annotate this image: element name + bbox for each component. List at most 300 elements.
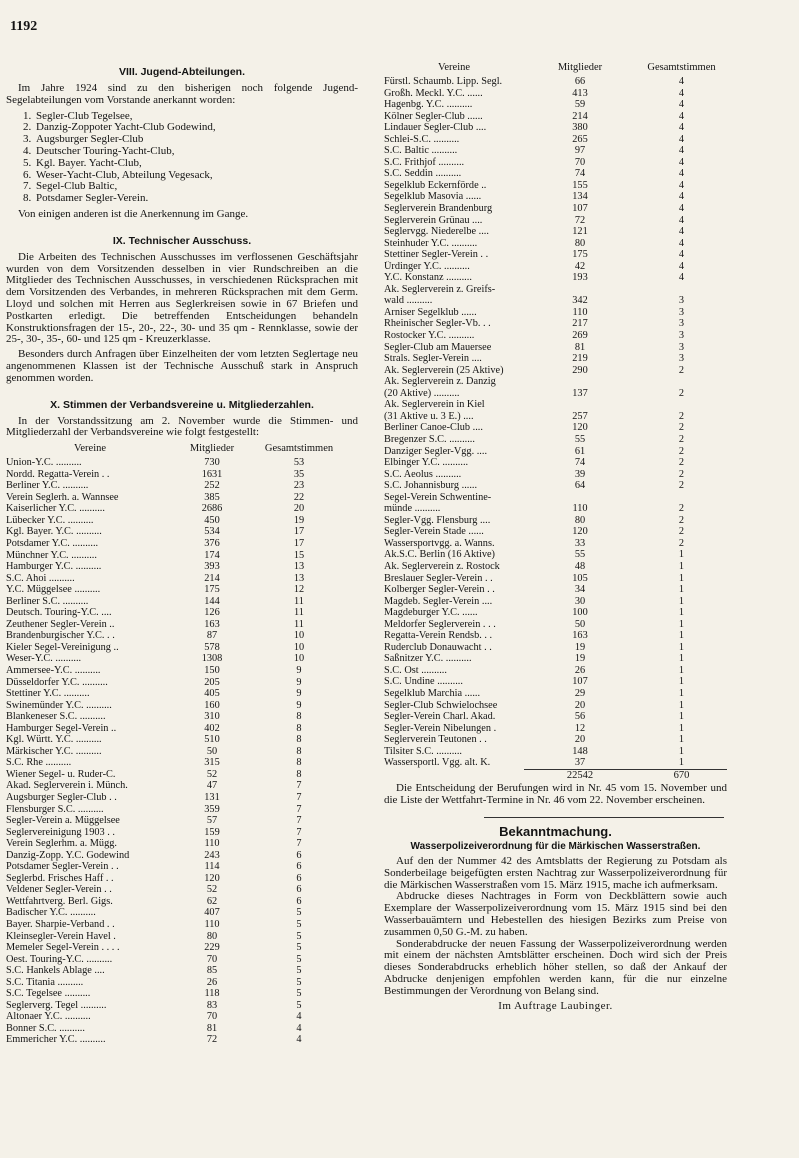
table-row [6, 503, 348, 515]
member-count: 81 [206, 1022, 218, 1034]
table-row [384, 526, 727, 538]
member-count: 50 [206, 745, 218, 757]
vote-count: 4 [296, 1034, 302, 1046]
club-name: Verein Seglerhm. a. Mügg. [6, 838, 117, 850]
club-name: Seglerverein Grünau .... [384, 214, 483, 226]
vote-count: 2 [678, 480, 685, 492]
member-count: 114 [204, 861, 220, 873]
member-count: 174 [204, 549, 220, 561]
vote-count: 7 [296, 803, 302, 815]
vote-count: 7 [296, 791, 302, 803]
vote-count: 2 [678, 410, 685, 422]
club-name: Akad. Seglerverein i. Münch. [6, 780, 128, 792]
member-count: 217 [572, 318, 588, 330]
member-count: 134 [572, 191, 588, 203]
vote-count: 8 [296, 757, 302, 769]
table-row [384, 180, 727, 192]
club-name: Zeuthener Segler-Verein .. [6, 618, 115, 630]
club-name: Danzig-Zopp. Y.C. Godewind [6, 849, 130, 861]
club-name: Potsdamer Segler-Verein . . [6, 861, 119, 873]
member-count: 175 [204, 584, 220, 596]
member-count: 80 [574, 237, 586, 249]
table-row [6, 573, 348, 585]
club-name: Stettiner Y.C. .......... [6, 688, 90, 700]
vote-count: 15 [293, 549, 305, 561]
totals-row [384, 769, 727, 781]
table-row [384, 538, 727, 550]
table-row [6, 1023, 348, 1035]
member-count: 19 [574, 641, 586, 653]
vote-count: 17 [293, 537, 305, 549]
table-row [384, 376, 727, 388]
club-name: wald .......... [384, 295, 433, 307]
table-row [384, 261, 727, 273]
table-row [384, 573, 727, 585]
vote-count: 1 [678, 699, 685, 711]
member-count: 81 [574, 341, 586, 353]
youth-section-item: 8. Potsdamer Segler-Verein. [34, 193, 358, 205]
table-row [6, 942, 348, 954]
member-count: 137 [572, 387, 588, 399]
vote-count: 3 [678, 330, 685, 342]
vote-count: 4 [678, 76, 685, 87]
table-row [6, 688, 348, 700]
table-row [384, 757, 727, 769]
section-10-closing: Die Entscheidung der Berufungen wird in Nr. 45 vom 15. November und die Liste der Wettfahrt-Termine in Nr. 46 vom 22. November erscheinen. [384, 782, 727, 807]
vote-count: 3 [678, 306, 685, 318]
table-row [6, 480, 348, 492]
vote-count: 1 [678, 653, 685, 665]
youth-section-item: 2. Danzig-Zoppoter Yacht-Club Godewind, [34, 122, 358, 134]
header-gesamtstimmen: Gesamtstimmen [647, 62, 716, 73]
table-row [384, 734, 727, 746]
table-row [384, 561, 727, 573]
table-row [384, 619, 727, 631]
member-count: 510 [204, 734, 220, 746]
table-row [384, 191, 727, 203]
member-count: 52 [206, 884, 218, 896]
club-name: Wiener Segel- u. Ruder-C. [6, 768, 116, 780]
member-count: 107 [572, 203, 588, 215]
vote-count: 5 [296, 919, 302, 930]
member-count: 214 [204, 572, 220, 584]
table-row [6, 630, 348, 642]
vote-count: 6 [296, 849, 302, 861]
member-count: 450 [204, 514, 220, 526]
table-row [384, 630, 727, 642]
club-name: Magdeburger Y.C. ...... [384, 607, 478, 619]
club-name: Märkischer Y.C. .......... [6, 745, 102, 757]
member-count: 110 [204, 838, 220, 850]
header-gesamtstimmen: Gesamtstimmen [264, 443, 334, 455]
vote-count: 6 [296, 861, 302, 873]
member-count: 120 [204, 872, 220, 884]
vote-count: 4 [678, 237, 685, 249]
section-8-intro: Im Jahre 1924 sind zu den bisherigen noch folgende Jugend-Segelabteilungen vom Vorstande anerkannt worden: [6, 82, 358, 106]
vote-count: 1 [678, 664, 685, 676]
table-row [6, 792, 348, 804]
vote-count: 4 [296, 1011, 302, 1023]
signature: Im Auftrage Laubinger. [498, 999, 613, 1012]
vote-count: 7 [296, 838, 302, 850]
table-row [384, 284, 727, 296]
vote-count: 4 [678, 226, 685, 238]
section-9-paragraph-2: Besonders durch Anfragen über Einzelheiten der vom letzten Seglertage neu angenommenen Klassen ist der Technische Ausschuß stark in Anspruch genommen worden. [6, 348, 358, 384]
club-name: Wassersportvgg. a. Wanns. [384, 537, 495, 549]
vote-count: 2 [678, 468, 685, 480]
club-name: Emmericher Y.C. .......... [6, 1034, 106, 1046]
vote-count: 2 [678, 433, 685, 445]
club-votes-table-right [384, 62, 727, 781]
vote-count: 19 [293, 514, 305, 526]
table-row [384, 596, 727, 608]
club-name: Schlei-S.C. .......... [384, 133, 460, 145]
table-row [6, 815, 348, 827]
table-row [384, 711, 727, 723]
vote-count: 2 [678, 503, 685, 515]
member-count: 120 [572, 422, 588, 434]
table-row [384, 457, 727, 469]
vote-count: 8 [296, 768, 302, 780]
vote-count [636, 284, 727, 296]
club-votes-table-left [6, 443, 348, 1046]
member-count: 121 [572, 226, 588, 238]
member-count: 59 [574, 99, 586, 111]
right-column [384, 62, 727, 1012]
member-count: 70 [206, 1011, 218, 1023]
club-name: S.C. Aeolus .......... [384, 468, 462, 480]
table-row [6, 1034, 348, 1046]
vote-count: 1 [678, 572, 685, 584]
vote-count: 4 [296, 1022, 302, 1034]
table-row [6, 919, 348, 931]
table-row [6, 653, 348, 665]
bekanntmachung-paragraph-2: Abdrucke dieses Nachtrages in Form von Deckblättern sowie auch Exemplare der Wasserpolizeiverordnung vom 15. März 1915 sind bei den Wasserbauämtern und Hebestellen des hiesigen Bezirks zum Preise von zusammen 0,50 G.-M. zu haben. [384, 890, 727, 938]
table-row [6, 538, 348, 550]
vote-count: 20 [293, 503, 305, 515]
table-row [384, 492, 727, 504]
table-header-row [6, 443, 348, 457]
table-row [6, 469, 348, 481]
vote-count: 3 [678, 318, 685, 330]
table-row [384, 330, 727, 342]
header-vereine: Vereine [73, 443, 107, 455]
vote-count: 4 [678, 249, 685, 261]
vote-count: 1 [678, 734, 685, 746]
vote-count: 8 [296, 745, 302, 757]
vote-count: 9 [296, 676, 302, 688]
vote-count: 4 [678, 110, 685, 122]
vote-count: 8 [296, 711, 302, 723]
member-count [524, 284, 636, 296]
vote-count: 2 [678, 526, 685, 538]
club-name: Kölner Segler-Club ...... [384, 110, 483, 122]
member-count: 163 [572, 630, 588, 642]
club-name: Ruderclub Donauwacht . . [384, 641, 492, 653]
club-name: Kgl. Württ. Y.C. .......... [6, 734, 102, 746]
club-name: Seglerverein Brandenburg [384, 203, 493, 215]
table-row [384, 272, 727, 284]
table-row [6, 607, 348, 619]
table-row [384, 422, 727, 434]
vote-count: 1 [678, 745, 685, 757]
vote-count: 10 [293, 653, 305, 665]
table-row [384, 469, 727, 481]
member-count: 407 [204, 907, 220, 919]
table-row [384, 411, 727, 423]
table-row [6, 1011, 348, 1023]
club-name: Veldener Segler-Verein . . [6, 884, 112, 896]
section-10-intro: In der Vorstandssitzung am 2. November wurde die Stimmen- und Mitgliederzahl der Verbandsvereine wie folgt festgestellt: [6, 414, 358, 439]
member-count: 105 [572, 572, 588, 584]
table-row [384, 723, 727, 735]
club-name: S.C. Baltic .......... [384, 145, 458, 157]
vote-count: 4 [678, 272, 685, 284]
left-column [6, 62, 358, 1046]
vote-count: 6 [296, 884, 302, 896]
vote-count: 3 [678, 295, 685, 307]
club-name: Meldorfer Seglerverein . . . [384, 618, 496, 630]
member-count: 413 [572, 87, 588, 99]
vote-count: 4 [678, 191, 685, 203]
table-row [384, 607, 727, 619]
vote-count: 4 [678, 179, 685, 191]
header-vereine: Vereine [437, 62, 471, 73]
club-name: Union-Y.C. .......... [6, 457, 82, 469]
club-name: Deutsch. Touring-Y.C. .... [6, 607, 112, 619]
total-members: 22542 [524, 769, 636, 781]
youth-section-item: 5. Kgl. Bayer. Yacht-Club, [34, 158, 358, 170]
member-count: 150 [204, 664, 220, 676]
member-count: 385 [204, 491, 220, 503]
club-name: Berliner Canoe-Club .... [384, 422, 483, 434]
vote-count: 9 [296, 699, 302, 711]
member-count: 83 [206, 999, 218, 1011]
club-name: S.C. Ost .......... [384, 664, 447, 676]
table-row [384, 399, 727, 411]
table-row [6, 642, 348, 654]
table-row [384, 157, 727, 169]
table-row [6, 723, 348, 735]
club-name: Blankeneser S.C. .......... [6, 711, 106, 723]
vote-count: 5 [296, 930, 302, 942]
vote-count: 11 [294, 607, 304, 619]
member-count: 155 [572, 179, 588, 191]
total-votes: 670 [636, 769, 727, 781]
member-count: 290 [572, 364, 588, 376]
vote-count [636, 376, 727, 388]
club-name: Ak. Seglerverein (25 Aktive) [384, 364, 504, 376]
club-name: Segler-Vgg. Flensburg .... [384, 514, 491, 526]
table-row [384, 215, 727, 227]
member-count: 405 [204, 688, 220, 700]
vote-count: 13 [293, 572, 305, 584]
table-row [6, 769, 348, 781]
table-row [384, 342, 727, 354]
vote-count: 1 [678, 630, 685, 642]
vote-count: 13 [293, 561, 305, 573]
club-name: S.C. Seddin .......... [384, 168, 462, 180]
club-name: Düsseldorfer Y.C. .......... [6, 676, 108, 688]
member-count: 376 [204, 537, 220, 549]
club-name: Segelklub Marchia ...... [384, 687, 481, 699]
table-row [6, 711, 348, 723]
vote-count: 5 [296, 965, 302, 977]
vote-count: 5 [296, 942, 302, 954]
member-count: 61 [574, 445, 586, 457]
club-name: (20 Aktive) .......... [384, 387, 460, 399]
vote-count: 1 [678, 584, 685, 596]
table-row [384, 480, 727, 492]
club-name: Seglerverein Teutonen . . [384, 734, 487, 746]
section-10-heading: X. Stimmen der Verbandsvereine u. Mitgliederzahlen. [50, 398, 314, 411]
vote-count: 6 [296, 895, 302, 907]
vote-count: 17 [293, 526, 305, 538]
club-name: Fürstl. Schaumb. Lipp. Segl. [384, 76, 503, 87]
club-name: (31 Aktive u. 3 E.) .... [384, 410, 474, 422]
vote-count: 5 [296, 976, 302, 988]
vote-count: 5 [296, 953, 302, 965]
club-name: Altonaer Y.C. .......... [6, 1011, 91, 1023]
youth-section-item: 6. Weser-Yacht-Club, Abteilung Vegesack, [34, 170, 358, 182]
table-row [384, 168, 727, 180]
table-row [384, 549, 727, 561]
youth-section-item: 4. Deutscher Touring-Yacht-Club, [34, 146, 358, 158]
club-name: Kolberger Segler-Verein . . [384, 584, 495, 596]
member-count: 131 [204, 791, 220, 803]
club-name: Hagenbg. Y.C. .......... [384, 99, 473, 111]
member-count: 19 [574, 653, 586, 665]
member-count: 20 [574, 734, 586, 746]
club-name: S.C. Undine .......... [384, 676, 463, 688]
member-count: 74 [574, 168, 586, 180]
table-row [384, 145, 727, 157]
youth-sections-list [34, 111, 358, 205]
table-row [384, 134, 727, 146]
club-name: Seglerbd. Frisches Haff . . [6, 872, 114, 884]
table-row [384, 353, 727, 365]
member-count: 97 [574, 145, 586, 157]
vote-count: 1 [678, 595, 685, 607]
table-row [384, 88, 727, 100]
table-row [384, 318, 727, 330]
club-name: Verein Seglerh. a. Wannsee [6, 491, 119, 503]
section-9-heading: IX. Technischer Ausschuss. [112, 234, 252, 247]
member-count: 42 [574, 260, 586, 272]
club-name: Segler-Verein Stade ...... [384, 526, 484, 538]
table-row [6, 619, 348, 631]
vote-count: 9 [296, 688, 302, 700]
member-count: 34 [574, 584, 586, 596]
table-row [6, 965, 348, 977]
member-count: 126 [204, 607, 220, 619]
table-row [384, 653, 727, 665]
member-count: 534 [204, 526, 220, 538]
table-row [384, 434, 727, 446]
table-row [384, 446, 727, 458]
club-name: Bonner S.C. .......... [6, 1022, 85, 1034]
member-count: 205 [204, 676, 220, 688]
bekanntmachung-paragraph-1: Auf den der Nummer 42 des Amtsblatts der Regierung zu Potsdam als Sonderbeilage beigefügten ersten Nachtrag zur Wasserpolizeiverordnung für die Märkischen Wasserstraßen vom 15. März 1915, mache ich aufmerksam. [384, 854, 727, 891]
vote-count: 2 [678, 422, 685, 434]
club-name: Arniser Segelklub ...... [384, 306, 477, 318]
table-row [384, 111, 727, 123]
club-name: S.C. Titania .......... [6, 976, 84, 988]
bekanntmachung-paragraph-3: Sonderabdrucke der neuen Fassung der Wasserpolizeiverordnung werden mit einem der nächsten Amtsblätter erscheinen. Doch wird sich der Preis dieses Sonderabdrucks erheblich höher stellen, so daß der Ankauf der Abdrucke denjenigen empfohlen werden kann, für die nur einzelne Bestimmungen der Verordnung von Belang sind. [384, 937, 727, 997]
club-name: Segel-Verein Schwentine- [384, 491, 492, 503]
member-count: 265 [572, 133, 588, 145]
member-count: 100 [572, 607, 588, 619]
vote-count: 4 [678, 87, 685, 99]
member-count: 47 [206, 780, 218, 792]
member-count: 52 [206, 768, 218, 780]
vote-count: 10 [293, 630, 305, 642]
club-name: Wassersportl. Vgg. alt. K. [384, 757, 491, 769]
club-name: Lübecker Y.C. .......... [6, 514, 94, 526]
member-count: 2686 [201, 503, 223, 515]
club-name: Augsburger Segler-Club . . [6, 791, 117, 803]
club-name: Regatta-Verein Rendsb. . . [384, 630, 493, 642]
club-name: Weser-Y.C. .......... [6, 653, 82, 665]
member-count: 87 [206, 630, 218, 642]
member-count [524, 492, 636, 504]
member-count: 39 [574, 468, 586, 480]
member-count: 229 [204, 942, 220, 954]
table-row [6, 954, 348, 966]
club-name: Ak. Seglerverein z. Danzig [384, 376, 496, 388]
vote-count: 2 [678, 445, 685, 457]
club-name: Hamburger Segel-Verein .. [6, 722, 117, 734]
section-8-heading: VIII. Jugend-Abteilungen. [119, 66, 245, 78]
club-name: Saßnitzer Y.C. .......... [384, 653, 472, 665]
member-count: 310 [204, 711, 220, 723]
member-count: 393 [204, 561, 220, 573]
vote-count: 1 [678, 641, 685, 653]
club-name: Rheinischer Segler-Vb. . . [384, 318, 491, 330]
vote-count: 5 [296, 988, 302, 1000]
club-name: Nordd. Regatta-Verein . . [6, 468, 110, 480]
club-name: Münchner Y.C. .......... [6, 549, 97, 561]
table-row [6, 515, 348, 527]
vote-count: 4 [678, 122, 685, 134]
table-row [6, 584, 348, 596]
table-row [6, 907, 348, 919]
member-count: 80 [206, 930, 218, 942]
vote-count: 10 [293, 641, 305, 653]
table-row [6, 734, 348, 746]
member-count: 219 [572, 353, 588, 365]
club-name: Segler-Verein Charl. Akad. [384, 711, 496, 723]
club-name: Wettfahrtverg. Berl. Gigs. [6, 895, 113, 907]
member-count: 160 [204, 699, 220, 711]
club-name: Kaiserlicher Y.C. .......... [6, 503, 105, 515]
member-count: 159 [204, 826, 220, 838]
vote-count: 11 [294, 595, 304, 607]
vote-count: 1 [678, 560, 685, 572]
member-count: 56 [574, 711, 586, 723]
club-name: Seglervgg. Niederelbe .... [384, 226, 489, 238]
table-row [6, 861, 348, 873]
club-name: S.C. Tegelsee .......... [6, 988, 91, 1000]
club-name: Berliner Y.C. .......... [6, 480, 89, 492]
youth-section-item: 1. Segler-Club Tegelsee, [34, 111, 358, 123]
bekanntmachung-heading: Bekanntmachung. [499, 823, 612, 839]
member-count: 72 [206, 1034, 218, 1046]
table-row [384, 515, 727, 527]
club-name: Potsdamer Y.C. .......... [6, 537, 99, 549]
member-count: 148 [572, 745, 588, 757]
club-name: Y.C. Müggelsee .......... [6, 584, 101, 596]
